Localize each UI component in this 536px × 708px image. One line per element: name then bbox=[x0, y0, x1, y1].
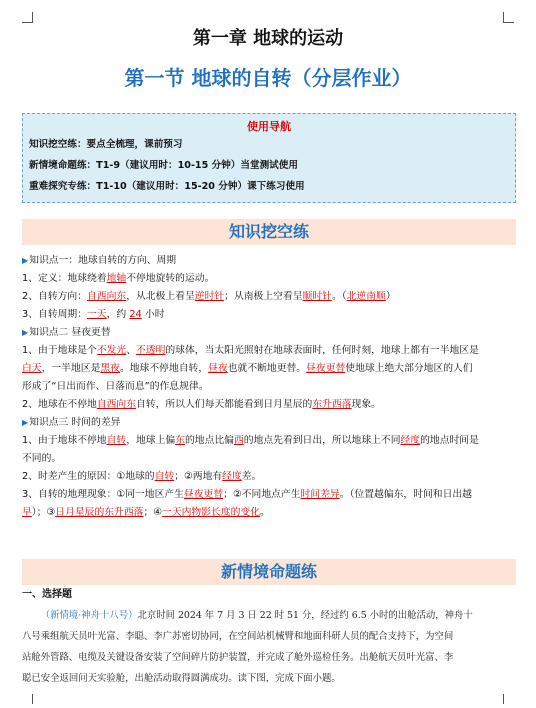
usage-guide-box bbox=[22, 113, 516, 203]
chapter-title: 第一章 地球的运动 bbox=[192, 28, 344, 49]
passage-line: 聪已安全返回问天实验舱，出舱活动取得圆满成功。读下图，完成下面小题。 bbox=[22, 673, 341, 684]
knowledge-point-heading: ▶知识点二 昼夜更替 bbox=[22, 327, 111, 338]
guide-title: 使用导航 bbox=[247, 120, 291, 133]
crop-mark-top-right bbox=[503, 12, 514, 23]
guide-line: 重难探究专练：T1-10（建议用时：15-20 分钟）课下练习使用 bbox=[29, 181, 305, 192]
triangle-icon: ▶ bbox=[22, 418, 29, 427]
knowledge-line: 2、时差产生的原因：①地球的自转；②两地有经度差。 bbox=[22, 471, 262, 482]
knowledge-line: 3、自转的地理现象：①同一地区产生昼夜更替；②不同地点产生时间差异。（位置越偏东，时间和日出越 bbox=[22, 489, 472, 500]
crop-mark-top-left bbox=[22, 12, 33, 23]
passage-line: 站舱外管路、电缆及关键设备安装了空间碎片防护装置，并完成了舱外巡检任务。出舱航天员叶光富、李 bbox=[22, 652, 454, 663]
knowledge-line: 1、定义：地球绕着地轴不停地旋转的运动。 bbox=[22, 273, 215, 284]
knowledge-point-heading: ▶知识点一：地球自转的方向、周期 bbox=[22, 255, 177, 266]
triangle-icon: ▶ bbox=[22, 328, 29, 337]
knowledge-line: 2、地球在不停地自西向东自转，所以人们每天都能看到日月星辰的东升西落现象。 bbox=[22, 399, 381, 410]
section-band-knowledge: 知识挖空练 bbox=[22, 219, 516, 245]
question-type-heading: 一、选择题 bbox=[22, 589, 72, 600]
knowledge-line: 1、由于地球不停地自转，地球上偏东的地点比偏西的地点先看到日出，所以地球上不同经度的地点时间是 bbox=[22, 435, 479, 446]
guide-line: 新情境命题练：T1-9（建议用时：10-15 分钟）当堂测试使用 bbox=[29, 160, 298, 171]
knowledge-line: 白天，一半地区是黑夜。地球不停地自转，昼夜也就不断地更替。昼夜更替使地球上绝大部分地区的人们 bbox=[22, 363, 473, 374]
knowledge-line: 形成了“日出而作、日落而息”的作息规律。 bbox=[22, 381, 209, 392]
question-passage bbox=[22, 605, 516, 689]
knowledge-line: 3、自转周期：一天，约 24 小时 bbox=[22, 309, 165, 320]
knowledge-line: 早）；③日月星辰的东升西落；④一天内物影长度的变化。 bbox=[22, 507, 270, 518]
crop-mark-bottom-left bbox=[22, 694, 33, 704]
passage-line: （新情境·神舟十八号）北京时间 2024 年 7 月 3 日 22 时 51 分，经过约 6.5 小时的出舱活动，神舟十 bbox=[40, 610, 473, 621]
crop-mark-bottom-right bbox=[503, 694, 514, 704]
section-title: 第一节 地球的自转（分层作业） bbox=[124, 66, 412, 90]
passage-line: 八号乘组航天员叶光富、李聪、李广苏密切协同，在空间站机械臂和地面科研人员的配合支持下，为空间 bbox=[22, 631, 454, 642]
knowledge-point-heading: ▶知识点三 时间的差异 bbox=[22, 417, 121, 428]
knowledge-line: 1、由于地球是个不发光、不透明的球体，当太阳光照射在地球表面时，任何时刻，地球上都有一半地区是 bbox=[22, 345, 479, 356]
section-band-new-context: 新情境命题练 bbox=[22, 559, 516, 585]
knowledge-line: 2、自转方向：自西向东，从北极上看呈逆时针；从南极上空看呈顺时针。（北逆南顺） bbox=[22, 291, 396, 302]
triangle-icon: ▶ bbox=[22, 256, 29, 265]
knowledge-content bbox=[22, 252, 516, 522]
knowledge-line: 不同的。 bbox=[22, 453, 62, 464]
context-tag: （新情境·神舟十八号） bbox=[40, 610, 138, 621]
guide-line: 知识挖空练：要点全梳理，课前预习 bbox=[29, 139, 183, 150]
